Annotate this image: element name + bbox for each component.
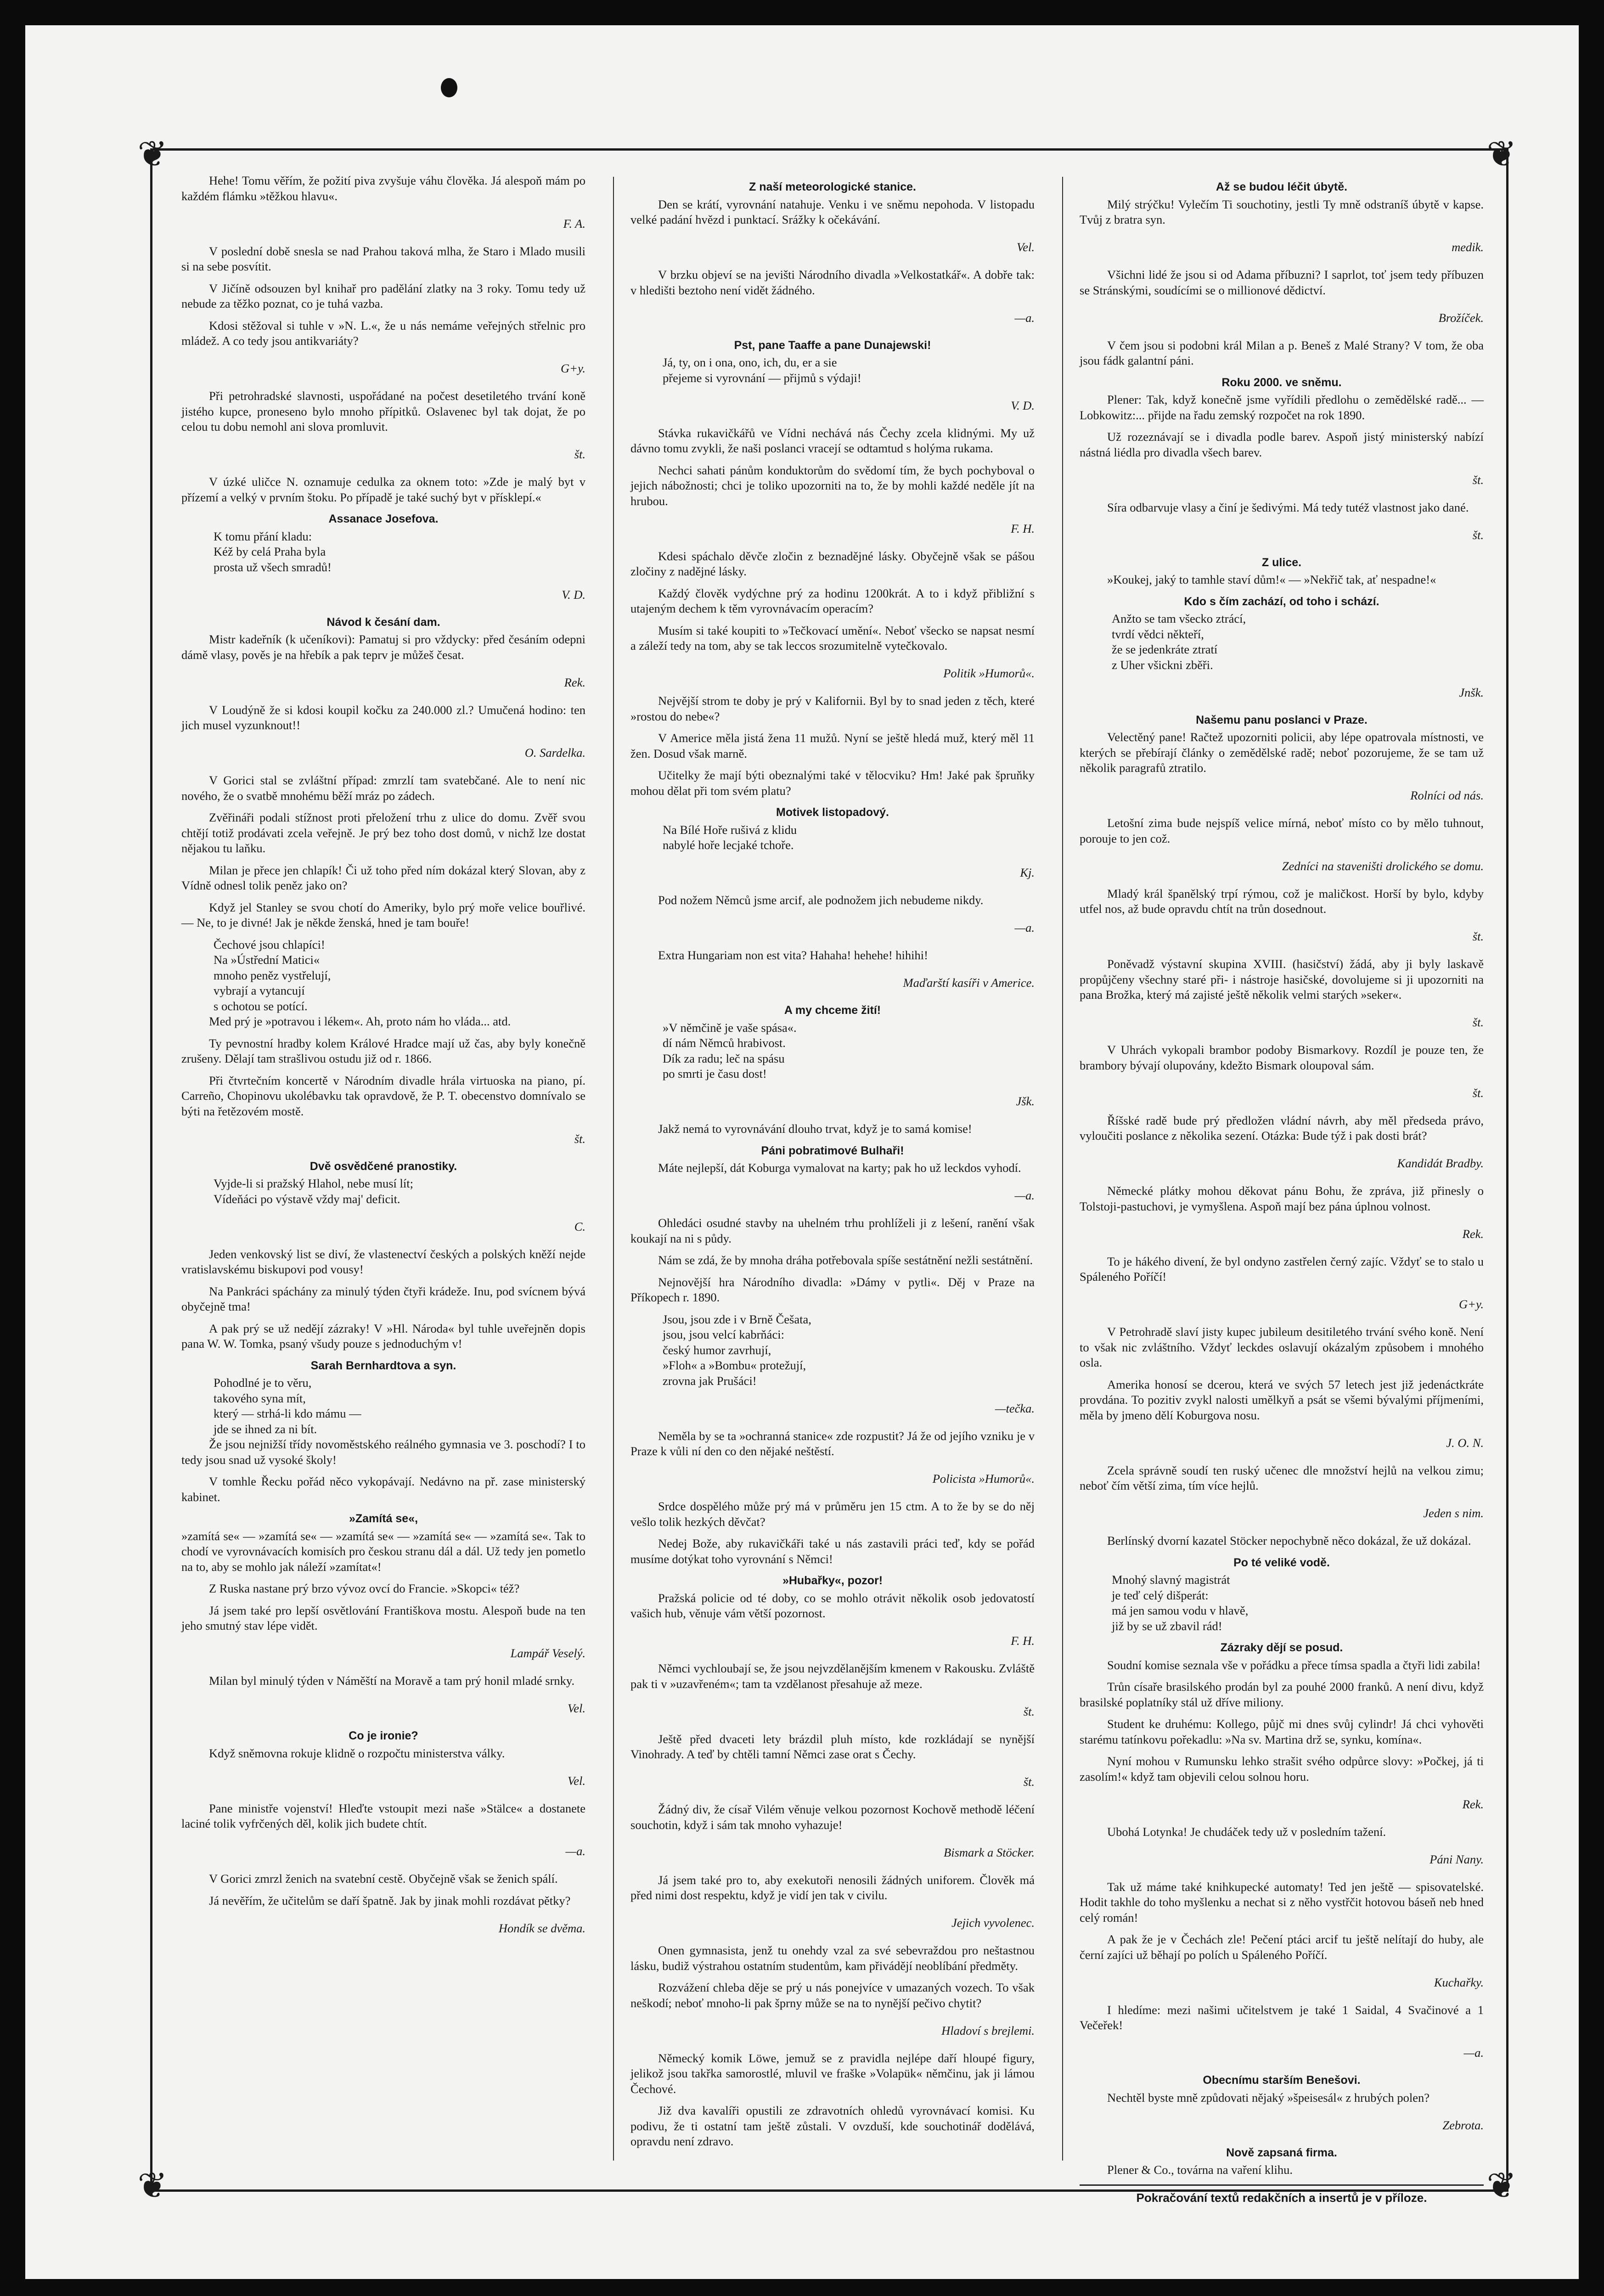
signature: št. <box>1023 1704 1035 1718</box>
paragraph: Nedej Bože, aby rukavičkáři také u nás zastavili práci teď, kdy se pořád musíme dotýkat toho vyrovnání s Němci! <box>630 1536 1035 1566</box>
paragraph: Z Ruska nastane prý brzo vývoz ovcí do Francie. »Skopci« též? <box>209 1581 520 1595</box>
paragraph: V Loudýně že si kdosi koupil kočku za 240.000 zl.? Umučená hodino: ten jich musel vyzunknout!! <box>181 703 585 732</box>
paragraph: Ohledáci osudné stavby na uhelném trhu prohlíželi ji z lešení, ranění však koukají na ni s půdy. <box>630 1216 1035 1245</box>
paragraph: V Petrohradě slaví jisty kupec jubileum desitiletého trvání svého koně. Není to však nic zvláštního. Vždyť leckdes oslavují okázalým způsobem i mnohého osla. <box>1080 1325 1484 1369</box>
verse-line: Já, ty, on i ona, ono, ich, du, er a sie <box>663 355 837 369</box>
paragraph: Extra Hungariam non est vita? Hahaha! hehehe! hihihi! <box>658 948 928 962</box>
paragraph: V Gorici zmrzl ženich na svatební cestě. Obyčejně však se ženich spálí. <box>209 1872 558 1885</box>
paragraph: Žádný div, že císař Vilém věnuje velkou pozornost Kochově methodě léčení souchotin, když i sám tak mnoho vyhazuje! <box>630 1802 1035 1832</box>
paragraph: To je hákého divení, že byl ondyno zastřelen černý zajíc. Vždyť se to stalo u Spáleného Poříčí! <box>1080 1254 1484 1283</box>
corner-ornament-icon: ❦ <box>1486 134 1517 174</box>
verse-line: český humor zavrhují, <box>663 1343 771 1357</box>
punch-hole <box>441 78 457 97</box>
continuation-note: Pokračování textů redakčních a insertů je v příloze. <box>1136 2190 1427 2205</box>
paragraph: Němci vychloubají se, že jsou nejvzdělanějším kmenem v Rakousku. Zvláště pak ti v »uzavřeném«; tam ta vzdělanost přesahuje až meze. <box>630 1661 1035 1691</box>
verse-line: má jen samou vodu v hlavě, <box>1112 1604 1249 1617</box>
paragraph: Kdosi stěžoval si tuhle v »N. L.«, že u nás nemáme veřejných střelnic pro mládež. A co tedy jsou antikvariáty? <box>181 318 585 348</box>
paragraph: Onen gymnasista, jenž tu onehdy vzal za své sebevraždou pro neštastnou lásku, budiž výstrahou ostatním studentům, kam přivádějí neoblíbání předměty. <box>630 1943 1035 1973</box>
corner-ornament-icon: ❦ <box>1486 2166 1517 2206</box>
paragraph: Plener & Co., továrna na vaření klihu. <box>1107 2163 1293 2177</box>
paragraph: Všichni lidé že jsou si od Adama příbuzni? I saprlot, toť jsem tedy příbuzen se Stránskými, soudícími se o millionové dědictví. <box>1080 268 1484 297</box>
paragraph: Nám se zdá, že by mnoha dráha potřebovala spíše sestátnění nežli sestátnění. <box>658 1253 1033 1267</box>
paragraph: Při petrohradské slavnosti, uspořádané na počest desetiletého trvání koně jistého kupce, proneseno bylo mnoho přípitků. Oslavenec byl tak dojat, že po celou tu dobu nemohl ani slova promluvit. <box>181 389 585 433</box>
paragraph: Hehe! Tomu věřím, že požití piva zvyšuje váhu člověka. Já alespoň mám po každém flámku »těžkou hlavu«. <box>181 174 585 203</box>
signature: Jejich vyvolenec. <box>951 1916 1035 1930</box>
signature: —a. <box>1014 1188 1035 1202</box>
newspaper-sheet <box>25 25 1579 2279</box>
verse-line: »Floh« a »Bombu« protežují, <box>663 1358 806 1372</box>
verse-line: »V němčině je vaše spása«. <box>663 1020 797 1035</box>
paragraph: Učitelky že mají býti obeznalými také v tělocviku? Hm! Jaké pak špruňky mohou dělat při tom svém platu? <box>630 768 1035 798</box>
signature: št. <box>1472 1015 1484 1029</box>
paragraph: V Americe měla jistá žena 11 mužů. Nyní se ještě hledá muž, který měl 11 žen. Dosud však marně. <box>630 731 1035 760</box>
signature: —a. <box>1463 2046 1484 2060</box>
verse-line: takového syna mít, <box>214 1391 306 1405</box>
paragraph: Mistr kadeřník (k učeníkovi): Pamatuj si pro vždycky: před česáním odepni dámě vlasy, pověs je na hřebík a pak teprv je můžeš česat. <box>181 632 585 662</box>
signature: št. <box>574 447 585 461</box>
verse-line: Na »Ústřední Matici« <box>214 953 320 967</box>
signature: Rek. <box>564 675 585 689</box>
paragraph: Neměla by se ta »ochranná stanice« zde rozpustit? Já že od jejího vzniku je v Praze k vůli ní den co den nějaké neštěstí. <box>630 1429 1035 1458</box>
article-heading: Assanace Josefova. <box>328 512 439 525</box>
column-right <box>1080 173 1484 2205</box>
paragraph: Musím si také koupiti to »Tečkovací umění«. Neboť všecko se napsat nesmí a záleží tedy na tom, aby se tak leccos srozumitelně vytečkovalo. <box>630 623 1035 653</box>
article-heading: Po té veliké vodě. <box>1233 1556 1330 1569</box>
verse-line: Kéž by celá Praha byla <box>214 545 326 558</box>
paragraph: V čem jsou si podobni král Milan a p. Beneš z Malé Strany? V tom, že oba jsou fádk galantní páni. <box>1080 338 1484 367</box>
signature: Maďarští kasíři v Americe. <box>903 976 1035 990</box>
signature: Jšk. <box>1016 1094 1035 1108</box>
paragraph: Velectěný pane! Račtež upozorniti policii, aby lépe opatrovala místnosti, ve kterých se přebírají články o zemědělské radě; neboť pozorujeme, že se tam už několik paragrafů ztratilo. <box>1080 730 1484 775</box>
article-heading: Kdo s čím zachází, od toho i schází. <box>1184 595 1379 608</box>
signature: Hladoví s brejlemi. <box>941 2023 1035 2037</box>
paragraph: Trůn císaře brasilského prodán byl za pouhé 2000 franků. A není divu, když brasilské poplatníky stál už dříve miliony. <box>1080 1680 1484 1709</box>
verse-line: je teď celý dišperát: <box>1112 1588 1209 1602</box>
article-heading: Zázraky dějí se posud. <box>1220 1641 1343 1654</box>
verse-line: Anžto se tam všecko ztrácí, <box>1112 612 1246 625</box>
paragraph: V Uhrách vykopali brambor podoby Bismarkovy. Rozdíl je pouze ten, že brambory bývají olupovány, kdežto Bismark oloupoval sám. <box>1080 1043 1484 1072</box>
article-heading: Z naší meteorologické stanice. <box>749 180 916 193</box>
paragraph: Německé plátky mohou děkovat pánu Bohu, že zpráva, již přinesly o Tolstoji-pastuchovi, je vymyšlena. Aspoň mají bez pána úplnou volnost. <box>1080 1184 1484 1213</box>
verse-line: Jsou, jsou zde i v Brně Češata, <box>663 1312 811 1326</box>
paragraph: Jeden venkovský list se diví, že vlastenectví českých a polských kněží nejde vratislavskému biskupovi pod vousy! <box>181 1247 585 1276</box>
paragraph: »zamítá se« — »zamítá se« — »zamítá se« — »zamítá se« — »zamítá se«. Tak to chodí ve vyrovnávacích komisích pro českou stranu dál a dál. Už tedy jen pometlo na to, aby se mohlo jak náleží »zamítat«! <box>181 1529 585 1574</box>
paragraph: Nejnovější hra Národního divadla: »Dámy v pytli«. Děj v Praze na Příkopech r. 1890. <box>630 1275 1035 1304</box>
verse-line: Vídeňáci po výstavě vždy maj' deficit. <box>214 1192 400 1206</box>
paragraph: Každý člověk vydýchne prý za hodinu 1200krát. A to i když přibližní s utajeným dechem k těm vyrovnávacím operacím? <box>630 586 1035 615</box>
signature: F. H. <box>1011 1634 1035 1648</box>
article-heading: Co je ironie? <box>349 1729 418 1742</box>
signature: V. D. <box>1011 398 1035 412</box>
verse-line: s ochotou se potící. <box>214 999 308 1013</box>
signature: Bismark a Stöcker. <box>944 1845 1035 1859</box>
signature: Kj. <box>1020 866 1035 879</box>
paragraph: V brzku objeví se na jevišti Národního divadla »Velkostatkář«. A dobře tak: v hledišti beztoho není vidět žádného. <box>630 268 1035 297</box>
verse-line: nabylé hoře lecjaké tchoře. <box>663 838 794 852</box>
signature: Vel. <box>568 1701 585 1715</box>
corner-ornament-icon: ❦ <box>137 134 168 174</box>
signature: G+y. <box>1459 1297 1484 1311</box>
verse-line: již by se už zbavil rád! <box>1112 1619 1222 1633</box>
verse-line: po smrti je času dost! <box>663 1067 767 1080</box>
signature: Kuchařky. <box>1434 1975 1484 1989</box>
signature: —tečka. <box>995 1401 1035 1415</box>
signature: Policista »Humorů«. <box>932 1472 1035 1486</box>
paragraph: Nejvější strom te doby je prý v Kalifornii. Byl by to snad jeden z těch, které »rostou do nebe«? <box>630 694 1035 723</box>
footer-rule <box>1080 2184 1484 2186</box>
signature: št. <box>1472 473 1484 487</box>
paragraph: Milan byl minulý týden v Náměští na Moravě a tam prý honil mladé srnky. <box>209 1674 575 1688</box>
paragraph: Poněvadž výstavní skupina XVIII. (hasičství) žádá, aby ji byly laskavě propůjčeny všechny staré při- i nástroje hasičské, dovolujeme si ji upozorniti na pana Brožka, který má zajisté ještě několik velmi starých »seker«. <box>1080 957 1484 1002</box>
paragraph: Srdce dospělého může prý má v průměru jen 15 ctm. A to že by se do něj vešlo tolik hezkých děvčat? <box>630 1499 1035 1529</box>
paragraph: Když jel Stanley se svou chotí do Ameriky, bylo prý moře velice bouřlivé. — Ne, to je divné! Jak je někde ženská, hned je tam bouře! <box>181 900 585 929</box>
signature: —a. <box>565 1844 585 1858</box>
paragraph: A pak že je v Čechách zle! Pečení ptáci arcif tu ještě nelítají do huby, ale černí zajíci už běhají po polích u Spáleného Poříčí. <box>1080 1932 1484 1962</box>
column-left <box>181 173 585 2161</box>
column-divider <box>1062 177 1063 2161</box>
signature: Jnšk. <box>1459 685 1484 699</box>
signature: Jeden s nim. <box>1423 1506 1484 1520</box>
signature: Kandidát Bradby. <box>1397 1156 1484 1170</box>
paragraph: Tak už máme také knihkupecké automaty! Ted jen ještě — spisovatelské. Hodit takhle do toho myšlenku a nechat si z něho vystřčit hotovou báseň neb hned celý román! <box>1080 1880 1484 1925</box>
signature: Lampář Veselý. <box>510 1646 585 1660</box>
verse-line: že se jedenkráte ztratí <box>1112 642 1218 656</box>
signature: Rolníci od nás. <box>1410 788 1484 802</box>
paragraph: Máte nejlepší, dát Koburga vymalovat na karty; pak ho už leckdos vyhodí. <box>658 1161 1021 1175</box>
verse-line: Na Bílé Hoře rušivá z klidu <box>663 822 797 837</box>
verse-line: Pohodlné je to věru, <box>214 1376 312 1390</box>
signature: Vel. <box>568 1773 585 1788</box>
article-heading: Sarah Bernhardtova a syn. <box>310 1359 456 1372</box>
verse-line: tvrdí vědci někteří, <box>1112 627 1204 641</box>
paragraph: Při čtvrtečním koncertě v Národním divadle hrála virtuoska na piano, pí. Carreño, Chopinovu ukolébavku tak opravdově, že P. T. obecenstvo domnívalo se býti na řetězovém mostě. <box>181 1073 585 1118</box>
paragraph: Mladý král španělský trpí rýmou, což je maličkost. Horší by bylo, kdyby utfel nos, až bude opravdu chtít na trůn dosednout. <box>1080 886 1484 916</box>
article-heading: A my chceme žití! <box>784 1004 881 1017</box>
signature: št. <box>1472 1086 1484 1100</box>
paragraph: Zvěřináři podali stížnost proti přeložení trhu z ulice do domu. Zvěř svou chtějí totiž prodávati zcela veřejně. Je prý bez toho dost domů, v nichž lze dostat nějakou tu laňku. <box>181 810 585 855</box>
signature: O. Sardelka. <box>524 746 585 760</box>
verse-line: Vyjde-li si pražský Hlahol, nebe musí lít; <box>214 1176 413 1190</box>
signature: J. O. N. <box>1446 1435 1484 1450</box>
signature: F. A. <box>563 216 585 231</box>
article-heading: Obecnímu starším Benešovi. <box>1203 2074 1361 2087</box>
paragraph: Německý komik Löwe, jemuž se z pravidla nejlépe daří hloupé figury, jelikož jsou takřka samorostlé, mluvil ve fraške »Volapük« němčinu, jak ji lámou Čechové. <box>630 2051 1035 2096</box>
paragraph: Již dva kavalíři opustili ze zdravotních ohledů vyrovnávací komisi. Ku podivu, že ti ostatní tam ještě zůstali. V ovzduší, kde souchotinář dodělává, opravdu není zdravo. <box>630 2104 1035 2148</box>
paragraph: Letošní zima bude nejspíš velice mírná, neboť místo co by mělo tuhnout, porouje to jen což. <box>1080 816 1484 845</box>
column-divider <box>613 177 614 2161</box>
paragraph: Ty pevnostní hradby kolem Králové Hradce mají už čas, aby byly konečně zrušeny. Dělají tam strašlivou ostudu již od r. 1866. <box>181 1036 585 1065</box>
verse-line: jde se ihned za ni bít. <box>214 1422 317 1436</box>
signature: št. <box>574 1131 585 1146</box>
paragraph: Milan je přece jen chlapík! Či už toho před ním dokázal který Slovan, aby z Vídně odnesl tolik peněz jako on? <box>181 863 585 892</box>
verse-line: mnoho peněz vystřelují, <box>214 968 331 982</box>
paragraph: Amerika honosí se dcerou, která ve svých 57 letech jest již jedenáctkráte provdána. To pozitiv zvykl nalosti umělkyň a psát se všemi bývalými příjmeními, měla by jmeno dělí Koburgova nosu. <box>1080 1377 1484 1422</box>
verse-line: z Uher všickni zběři. <box>1112 658 1213 672</box>
signature: Páni Nany. <box>1430 1852 1484 1866</box>
verse-line: jsou, jsou velcí kabrňáci: <box>663 1328 784 1341</box>
paragraph: Zcela správně soudí ten ruský učenec dle množství hejlů na velkou zimu; neboť čím větší zima, tím více hejlů. <box>1080 1463 1484 1492</box>
signature: Politik »Humorů«. <box>943 666 1035 680</box>
signature: št. <box>1023 1775 1035 1789</box>
article-heading: Roku 2000. ve sněmu. <box>1221 376 1342 389</box>
paragraph: »Koukej, jaký to tamhle staví dům!« — »Nekřič tak, ať nespadne!« <box>1107 573 1436 586</box>
paragraph: Student ke druhému: Kollego, půjč mi dnes svůj cylindr! Já chci vyhověti starému tatínkovu pořekadlu: »Na sv. Martina drž se, synku, komína«. <box>1080 1717 1484 1746</box>
paragraph: Milý strýčku! Vylečím Ti souchotiny, jestli Ty mně odstraníš úbytě v kapse. Tvůj z bratra syn. <box>1080 197 1484 226</box>
paragraph: V poslední době snesla se nad Prahou taková mlha, že Staro i Mlado musili si na sebe posvítit. <box>181 244 585 273</box>
verse-line: Dík za radu; leč na spásu <box>663 1051 785 1065</box>
verse-line: K tomu přání kladu: <box>214 529 312 543</box>
paragraph: Stávka rukavičkářů ve Vídni nechává nás Čechy zcela klidnými. My už dávno tomu zvykli, že naši poslanci vracejí se odtamtud s holýma rukama. <box>630 426 1035 455</box>
signature: V. D. <box>562 587 585 602</box>
article-heading: Nově zapsaná firma. <box>1226 2146 1337 2159</box>
article-heading: »Hubařky«, pozor! <box>782 1574 883 1587</box>
paragraph: Já nevěřím, že učitelům se daří špatně. Jak by jinak mohli rozdávat pětky? <box>209 1893 571 1908</box>
article-heading: »Zamítá se«, <box>349 1512 418 1525</box>
paragraph: Soudní komise seznala vše v pořádku a přece tímsa spadla a čtyři lidi zabila! <box>1107 1658 1481 1672</box>
paragraph: A pak prý se už nedějí zázraky! V »Hl. Národa« byl tuhle uveřejněn dopis pana W. W. Tomka, psaný všudy pouze s jednoduchým v! <box>181 1321 585 1351</box>
paragraph: Kdesi spáchalo děvče zločin z beznadějné lásky. Obyčejně však se pášou zločiny z nadějné lásky. <box>630 549 1035 578</box>
paragraph: Už rozeznávají se i divadla podle barev. Aspoň jistý ministerský nabízí nástná liédla pro divadla všech barev. <box>1080 430 1484 459</box>
verse-line: zrovna jak Prušáci! <box>663 1373 757 1388</box>
verse-line: dí nám Němců hrabivost. <box>663 1036 786 1050</box>
paragraph: Pane ministře vojenství! Hleďte vstoupit mezi naše »Stälce« a dostanete laciné tolik vyfrčených děl, kolik jich budete chtít. <box>181 1801 585 1830</box>
signature: Hondík se dvěma. <box>498 1921 585 1935</box>
paragraph: Říšské radě bude prý předložen vládní návrh, aby měl předseda právo, vyloučiti poslance z několika sezení. Otázka: Bude týž i pak dosti brát? <box>1080 1113 1484 1142</box>
verse-line: který — strhá-li kdo mámu — <box>214 1407 361 1420</box>
verse-line: vybrají a vytancují <box>214 984 305 997</box>
signature: Zedníci na staveništi drolického se domu. <box>1282 859 1484 873</box>
column-middle <box>630 173 1035 2161</box>
paragraph: V tomhle Řecku pořád něco vykopávají. Nedávno na př. zase ministerský kabinet. <box>181 1474 585 1504</box>
article-heading: Pst, pane Taaffe a pane Dunajewski! <box>734 338 931 352</box>
article-heading: Motivek listopadový. <box>776 806 889 819</box>
signature: Vel. <box>1017 240 1035 254</box>
paragraph: Nyní mohou v Rumunsku lehko strašit svého odpůrce slovy: »Počkej, já ti zasolím!« když tam objevili celou solnou horu. <box>1080 1754 1484 1784</box>
article-heading: Návod k česání dam. <box>326 615 440 629</box>
paragraph: Plener: Tak, když konečně jsme vyřídili předlohu o zemědělské radě... — Lobkowitz:... přijde na řadu zemský rozpočet na rok 1890. <box>1080 393 1484 422</box>
signature: št. <box>1472 528 1484 542</box>
signature: —a. <box>1014 921 1035 934</box>
paragraph: Pod nožem Němců jsme arcif, ale podnožem jich nebudeme nikdy. <box>658 893 984 907</box>
signature: Brožíček. <box>1438 310 1484 325</box>
paragraph: Na Pankráci spáchány za minulý týden čtyři krádeže. Inu, pod svícnem bývá obyčejně tma! <box>181 1284 585 1313</box>
paragraph: Síra odbarvuje vlasy a činí je šedivými. Má tedy tutéž vlastnost jako dané. <box>1107 500 1469 514</box>
article-heading: Páni pobratimové Bulhaři! <box>761 1144 904 1157</box>
verse-line: Čechové jsou chlapíci! <box>214 937 325 951</box>
paragraph: Rozvážení chleba děje se prý u nás ponejvíce v umazaných vozech. To však neškodí; neboť mnoho-li pak šprny může se na to nynější pečivo chytit? <box>630 1981 1035 2010</box>
paragraph: V Jičíně odsouzen byl knihař pro padělání zlatky na 3 roky. Tomu tedy už nebude za těžko poznat, co je tuhá vazba. <box>181 281 585 310</box>
paragraph: Já jsem také pro to, aby exekutoři nenosili žádných uniforem. Člověk má před nimi dost respektu, když je vidí jen tak v civilu. <box>630 1873 1035 1902</box>
corner-ornament-icon: ❦ <box>137 2166 168 2206</box>
paragraph: Když sněmovna rokuje klidně o rozpočtu ministerstva války. <box>209 1746 505 1760</box>
paragraph: Ubohá Lotynka! Je chudáček tedy už v posledním tažení. <box>1107 1824 1386 1839</box>
signature: C. <box>574 1219 585 1233</box>
paragraph: Den se krátí, vyrovnání natahuje. Venku i ve sněmu nepohoda. V listopadu velké padání hvězd i punktací. Srážky k očekávání. <box>630 197 1035 226</box>
verse-line: Mnohý slavný magistrát <box>1112 1573 1230 1587</box>
verse-line: prosta už všech smradů! <box>214 560 332 574</box>
signature: Rek. <box>1462 1797 1484 1811</box>
paragraph: Berlínský dvorní kazatel Stöcker nepochybně něco dokázal, že už dokázal. <box>1107 1534 1471 1548</box>
article-heading: Z ulice. <box>1261 556 1302 569</box>
verse-line: přejeme si vyrovnání — přijmů s výdaji! <box>663 371 861 385</box>
signature: št. <box>1472 929 1484 943</box>
article-heading: Až se budou léčit úbytě. <box>1216 180 1348 193</box>
signature: G+y. <box>561 361 585 375</box>
paragraph: Ještě před dvaceti lety brázdil pluh místo, kde rozkládají se nynější Vinohrady. A teď by chtěli tamní Němci zase orat s Čechy. <box>630 1732 1035 1761</box>
article-heading: Našemu panu poslanci v Praze. <box>1196 713 1368 726</box>
paragraph: Že jsou nejnižší třídy novoměstského reálného gymnasia ve 3. poschodí? I to tedy jsou snad už vysoké školy! <box>181 1437 585 1467</box>
signature: Rek. <box>1462 1227 1484 1241</box>
paragraph: Jakž nemá to vyrovnávání dlouho trvat, když je to samá komise! <box>658 1122 972 1136</box>
paragraph: Pražská policie od té doby, co se mohlo otrávit několik osob jedovatostí vašich hub, věnuje vám větší pozornost. <box>630 1591 1035 1620</box>
paragraph: Já jsem také pro lepší osvětlování Františkova mostu. Alespoň bude na ten jeho smutný stav lépe vidět. <box>181 1603 585 1632</box>
signature: Zebrota. <box>1442 2118 1484 2132</box>
paragraph: Nechci sahati pánům konduktorům do svědomí tím, že bych pochyboval o jejich nábožnosti; chci je toliko upozorniti na to, že by mohli každé neděle jít na hrubou. <box>630 463 1035 508</box>
paragraph: V úzké uličce N. oznamuje cedulka za oknem toto: »Zde je malý byt v přízemí a velký v prvním štoku. Po případě je také suchý byt v přísklepí.« <box>181 475 585 504</box>
signature: —a. <box>1014 310 1035 325</box>
signature: medik. <box>1452 240 1484 254</box>
paragraph: Med prý je »potravou i lékem«. Ah, proto nám ho vláda... atd. <box>209 1014 511 1028</box>
paragraph: I hledíme: mezi našimi učitelstvem je také 1 Saidal, 4 Svačinové a 1 Večeřek! <box>1080 2003 1484 2032</box>
article-heading: Dvě osvědčené pranostiky. <box>310 1159 457 1173</box>
signature: F. H. <box>1011 521 1035 535</box>
paragraph: V Gorici stal se zvláštní případ: zmrzlí tam svatebčané. Ale to není nic nového, že o svatbě mnohému běží mráz po zádech. <box>181 773 585 803</box>
paragraph: Nechtěl byste mně způdovati nějaký »špeisesál« z hrubých polen? <box>1107 2090 1430 2105</box>
